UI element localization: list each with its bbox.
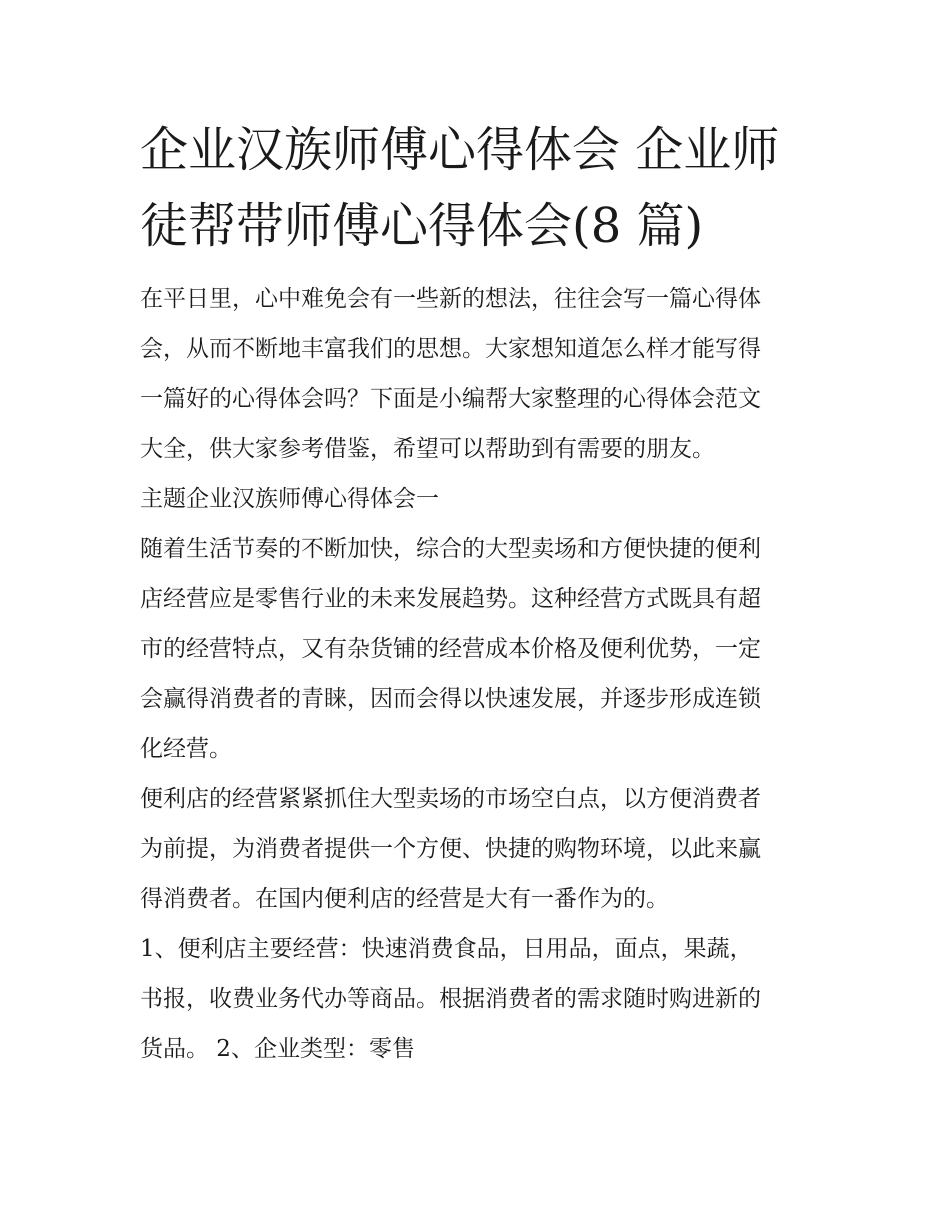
intro-line: 在平日里，心中难免会有一些新的想法，往往会写一篇心得体 [140,286,761,312]
paragraph-line: 随着生活节奏的不断加快，综合的大型卖场和方便快捷的便利 [140,536,761,562]
paragraph-line: 便利店的经营紧紧抓住大型卖场的市场空白点，以方便消费者 [140,786,761,812]
body-paragraph-2 [140,774,815,924]
section-heading-text: 主题企业汉族师傅心得体会一 [140,486,439,512]
section-heading [140,474,815,524]
paragraph-line: 会赢得消费者的青睐，因而会得以快速发展，并逐步形成连锁 [140,686,761,712]
intro-line: 大全，供大家参考借鉴，希望可以帮助到有需要的朋友。 [140,436,715,462]
intro-line: 一篇好的心得体会吗？下面是小编帮大家整理的心得体会范文 [140,386,761,412]
paragraph-line: 市的经营特点，又有杂货铺的经营成本价格及便利优势，一定 [140,636,761,662]
document-title [140,112,815,264]
document-page [140,112,815,1074]
paragraph-line: 书报，收费业务代办等商品。根据消费者的需求随时购进新的 [140,986,761,1012]
body-paragraph-1 [140,524,815,774]
paragraph-line: 得消费者。在国内便利店的经营是大有一番作为的。 [140,886,669,912]
paragraph-line: 店经营应是零售行业的未来发展趋势。这种经营方式既具有超 [140,586,761,612]
intro-paragraph [140,274,815,474]
paragraph-line: 货品。 2、企业类型：零售 [140,1036,415,1062]
body-paragraph-3 [140,924,815,1074]
title-line: 徒帮带师傅心得体会(8 篇) [140,198,704,254]
intro-line: 会，从而不断地丰富我们的思想。大家想知道怎么样才能写得 [140,336,761,362]
title-line: 企业汉族师傅心得体会 企业师 [140,122,780,178]
paragraph-line: 化经营。 [140,736,232,762]
paragraph-line: 为前提，为消费者提供一个方便、快捷的购物环境，以此来赢 [140,836,761,862]
paragraph-line: 1、便利店主要经营：快速消费食品，日用品，面点，果蔬， [140,936,753,962]
